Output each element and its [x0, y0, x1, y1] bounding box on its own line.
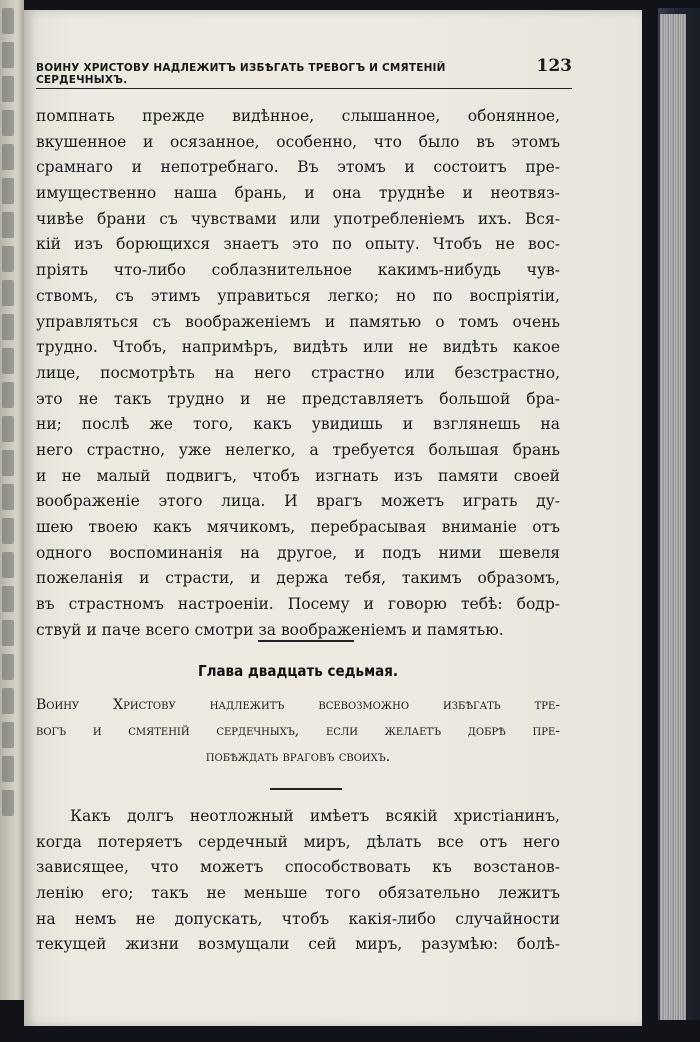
text-line: на немъ не допускать, чтобъ какія-либо случайности [36, 909, 560, 928]
summary-line: Воину Христову надлежитъ всевозможно избѣгать тре- [36, 697, 560, 713]
text-line: зависящее, что можетъ способствовать къ возстанов- [36, 858, 560, 877]
text-line: одного воспоминанія на другое, и подъ ними шевеля [36, 543, 560, 562]
left-page-sliver [0, 0, 24, 1000]
page-number: 123 [536, 56, 572, 76]
chapter-heading: Глава двадцать седьмая. [197, 662, 399, 680]
section-divider-bottom [270, 788, 342, 790]
body-text-block [36, 104, 560, 643]
text-line: кій изъ борющихся знаетъ это по опыту. Чтобъ не вос- [36, 235, 560, 254]
page-header [36, 56, 572, 89]
text-line: вкушенное и осязанное, особенно, что было въ этомъ [36, 132, 560, 151]
text-line: помпнать прежде видѣнное, слышанное, обонянное, [36, 107, 560, 125]
text-line: и не малый подвигъ, чтобъ изгнать изъ памяти своей [36, 466, 560, 485]
text-line: лице, посмотрѣть на него страстно или безстрастно, [36, 363, 560, 382]
text-line: шею твоею какъ мячикомъ, перебрасывая вниманіе отъ [36, 518, 560, 536]
left-page-text-fragments [0, 8, 24, 816]
text-line: пріять что-либо соблазнительное какимъ-нибудь чув- [36, 261, 560, 280]
summary-line: побѣждать враговъ своихъ. [205, 749, 391, 765]
text-line: пожеланія и страсти, и держа тебя, такимъ образомъ, [36, 569, 560, 588]
text-line: управляться съ воображеніемъ и памятью о томъ очень [36, 312, 560, 331]
text-line: чивѣе брани съ чувствами или употребленіемъ ихъ. Вся- [36, 209, 560, 228]
text-line: имущественно наша брань, и она труднѣе и неотвяз- [36, 184, 560, 203]
text-line: ленію его; такъ не меньше того обязательно лежитъ [36, 884, 560, 903]
chapter-body-text [36, 804, 560, 958]
text-line: Какъ долгъ неотложный имѣетъ всякій христіанинъ, [70, 807, 560, 825]
page-block-edge [660, 14, 686, 1020]
section-divider-top [258, 640, 354, 642]
text-line: ствомъ, съ этимъ управиться легко; но по воспріятіи, [36, 286, 560, 305]
text-line: трудно. Чтобъ, напримѣръ, видѣть или не видѣть какое [36, 338, 560, 357]
text-line: ствуй и паче всего смотри за воображеніемъ и памятью. [36, 620, 504, 639]
text-line: въ страстномъ настроеніи. Посему и говорю тебѣ: бодр- [36, 595, 560, 614]
text-line: текущей жизни возмущали сей миръ, разумѣю: болѣ- [36, 935, 560, 954]
book-page [24, 10, 642, 1026]
chapter-summary [36, 692, 560, 770]
summary-line: вогъ и смятеній сердечныхъ, если желаетъ добрѣ пре- [36, 723, 560, 739]
text-line: это не такъ трудно и не представляетъ большой бра- [36, 389, 560, 408]
text-line: срамнаго и непотребнаго. Въ этомъ и состоитъ пре- [36, 158, 560, 177]
text-line: воображеніе этого лица. И врагъ можетъ играть ду- [36, 492, 560, 511]
running-title: ВОИНУ ХРИСТОВУ НАДЛЕЖИТЪ ИЗБѢГАТЬ ТРЕВОГЪ И СМЯТЕНІЙ СЕРДЕЧНЫХЪ. [36, 62, 446, 86]
text-line: ни; послѣ же того, какъ увидишь и взглянешь на [36, 415, 560, 434]
text-line: него страстно, уже нелегко, а требуется большая брань [36, 440, 560, 459]
text-line: когда потеряетъ сердечный миръ, дѣлать все отъ него [36, 832, 560, 851]
